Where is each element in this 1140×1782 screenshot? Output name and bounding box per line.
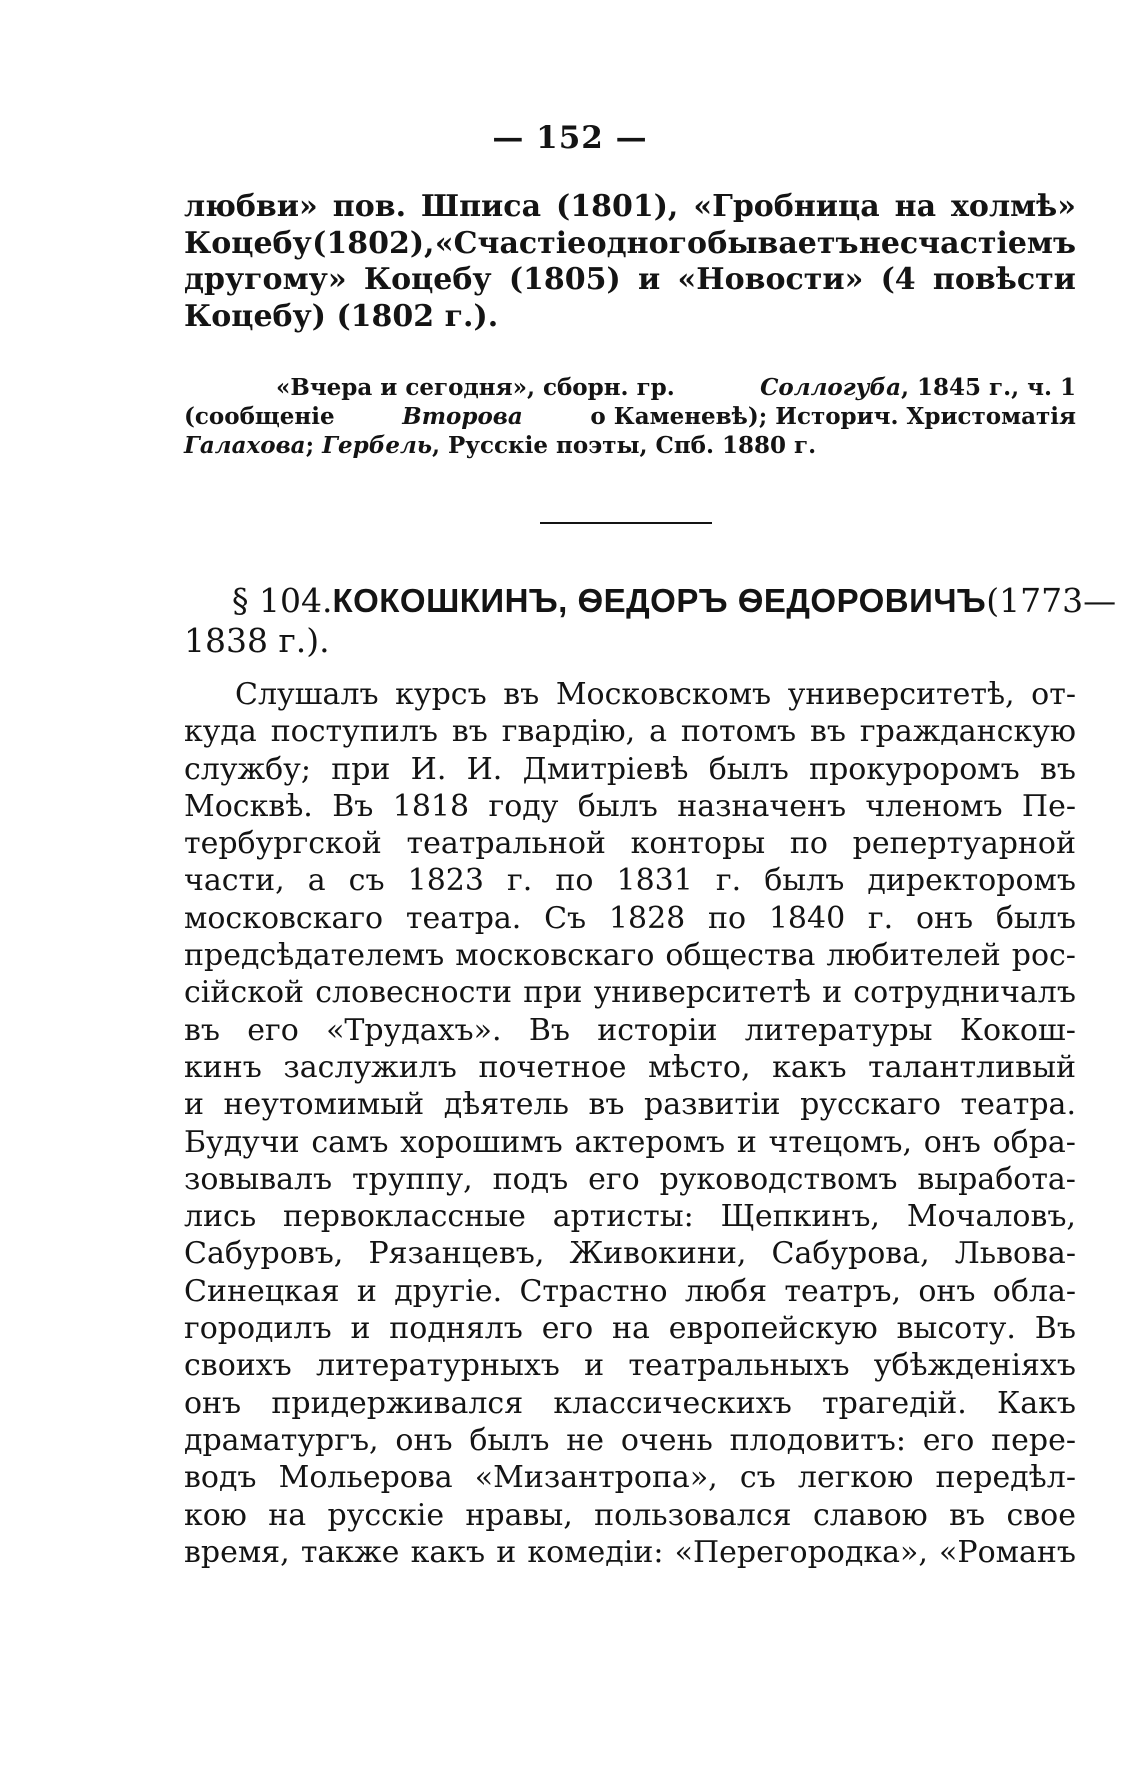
word: 1823 — [407, 863, 484, 899]
word: и — [736, 1124, 757, 1160]
bibliography-author-name: Соллогуба — [760, 374, 901, 401]
word: подъ — [492, 1161, 569, 1197]
text-line — [184, 862, 1076, 899]
text-line — [184, 1049, 1076, 1086]
word: обла- — [992, 1273, 1076, 1309]
word: почетное — [478, 1049, 627, 1085]
word: дѣятель — [443, 1087, 569, 1123]
word: съ — [739, 1460, 776, 1496]
word: литературныхъ — [316, 1348, 560, 1384]
word: выработа- — [917, 1161, 1076, 1197]
word: университетѣ — [593, 975, 811, 1011]
word: классическихъ — [553, 1385, 792, 1421]
word: славою — [812, 1497, 928, 1533]
text-line — [184, 189, 1076, 226]
word: его — [541, 1311, 594, 1347]
word: г.). — [444, 298, 499, 334]
word: русскаго — [800, 1087, 941, 1123]
word: Въ — [1034, 1311, 1076, 1347]
bibliography-text: «Вчера и сегодня», сборн. гр. — [276, 374, 675, 401]
word: Въ — [332, 788, 374, 824]
bibliography-author-name: Гербель — [322, 432, 432, 459]
word: его — [922, 1422, 975, 1458]
word: его — [247, 1012, 299, 1048]
word: его — [588, 1161, 640, 1197]
word: несчастіемъ — [858, 225, 1076, 261]
word: Съ — [544, 900, 587, 936]
word: и — [356, 1273, 377, 1309]
word: Въ — [528, 1012, 570, 1048]
word: Пе- — [1021, 788, 1076, 824]
bibliography-text: о Каменевѣ); Историч. Христоматія — [590, 403, 1076, 430]
bibliography-note — [184, 373, 1076, 460]
word: потомъ — [680, 714, 797, 750]
word: на — [894, 189, 937, 224]
word: нравы, — [465, 1497, 573, 1533]
word: Щепкинъ, — [720, 1199, 880, 1235]
text-line — [184, 825, 1076, 862]
bibliography-text: , 1845 г., ч. 1 — [900, 374, 1076, 401]
word: драматургъ, — [184, 1422, 379, 1458]
word: былъ — [764, 863, 845, 899]
word: театральной — [406, 826, 606, 862]
word: от- — [1031, 677, 1076, 712]
intro-paragraph — [184, 189, 1076, 335]
word: Сабуровъ, — [184, 1236, 344, 1272]
word: 1828 — [608, 900, 686, 936]
text-line — [184, 1273, 1076, 1310]
word: гражданскую — [859, 714, 1076, 750]
word: въ — [184, 1012, 220, 1048]
word: онъ — [918, 1273, 976, 1309]
word: и — [584, 1348, 605, 1384]
word: репертуарной — [852, 826, 1076, 862]
word: какъ — [772, 1049, 847, 1085]
text-line — [184, 1235, 1076, 1272]
word: 1840 — [768, 900, 846, 936]
word: и — [350, 1311, 371, 1347]
word: а — [649, 714, 667, 750]
word: заслужилъ — [283, 1049, 457, 1085]
word: онъ — [395, 1422, 453, 1458]
word: «Романъ — [939, 1534, 1076, 1570]
word: театра. — [405, 900, 522, 936]
word: московскаго — [184, 900, 384, 936]
word: передѣл- — [935, 1460, 1076, 1496]
word: трагедій. — [822, 1385, 967, 1421]
word: (1802), — [312, 225, 435, 261]
word: другіе. — [394, 1273, 503, 1309]
word: руководствомъ — [659, 1161, 898, 1197]
word: очень — [620, 1422, 713, 1458]
word: 1818 — [392, 788, 470, 824]
word: актеромъ — [574, 1124, 726, 1160]
section-years: 1838 г.). — [184, 621, 330, 660]
word: части, — [184, 863, 285, 899]
word: чтецомъ, — [768, 1124, 913, 1160]
bibliography-text: , Русскіе поэты, Спб. 1880 г. — [432, 432, 817, 459]
text-line — [184, 1012, 1076, 1049]
word: мѣсто, — [648, 1049, 751, 1085]
word: году — [488, 788, 559, 824]
word: легкою — [797, 1460, 914, 1496]
word: былъ — [469, 1422, 550, 1458]
word: гвардію, — [501, 714, 636, 750]
word: Львова- — [954, 1236, 1076, 1272]
word: хорошимъ — [400, 1124, 563, 1160]
word: 1831 — [616, 863, 693, 899]
text-line — [184, 788, 1076, 825]
word: предсѣдателемъ — [184, 938, 445, 974]
word: время, — [184, 1534, 290, 1570]
word: (1802 — [336, 298, 435, 334]
text-line — [184, 1347, 1076, 1384]
word: куда — [184, 714, 257, 750]
text-line — [184, 1497, 1076, 1534]
word: былъ — [995, 900, 1076, 936]
text-line — [184, 1310, 1076, 1347]
word: комедіи: — [527, 1534, 664, 1570]
word: г. — [867, 900, 894, 936]
word: онъ — [915, 900, 974, 936]
text-line — [184, 900, 1076, 937]
word: зовывалъ — [184, 1161, 333, 1197]
word: Коцебу — [363, 262, 492, 297]
word: рос- — [1011, 938, 1076, 974]
word: Шписа — [421, 189, 542, 224]
bibliography-author-name: Галахова — [184, 432, 306, 459]
word: по — [708, 900, 747, 936]
word: Мольерова — [278, 1460, 453, 1496]
word: любви» — [184, 189, 318, 224]
word: Дмитріевѣ — [522, 751, 689, 787]
word: директоромъ — [867, 863, 1076, 899]
word: въ — [949, 1497, 986, 1533]
word: «Трудахъ». — [326, 1012, 502, 1048]
page-number: — 152 — — [492, 120, 648, 156]
word: Живокини, — [569, 1236, 747, 1272]
word: другому» — [184, 262, 347, 297]
bibliography-text: ; — [305, 432, 315, 459]
word: водъ — [184, 1460, 257, 1496]
word: бываетъ — [707, 225, 859, 261]
word: исторіи — [597, 1012, 718, 1048]
word: кинъ — [184, 1049, 262, 1085]
bibliography-line — [184, 402, 1076, 431]
word: Мочаловъ, — [906, 1199, 1076, 1235]
word: членомъ — [865, 788, 1003, 824]
word: кою — [184, 1497, 247, 1533]
word: артисты: — [552, 1199, 694, 1235]
word: И. — [410, 751, 447, 787]
text-line — [184, 1422, 1076, 1459]
bibliography-text: (сообщеніе — [184, 403, 335, 430]
word: прокуроромъ — [809, 751, 1020, 787]
word: И. — [466, 751, 503, 787]
text-line — [184, 1385, 1076, 1422]
word: въ — [503, 677, 540, 712]
section-divider — [540, 522, 712, 524]
word: службу; — [184, 751, 311, 787]
text-line — [184, 299, 1076, 336]
word: въ — [809, 714, 846, 750]
word: «Мизантропа», — [474, 1460, 718, 1496]
word: онъ — [184, 1385, 242, 1421]
word: (4 — [880, 262, 916, 297]
word: холмѣ» — [951, 189, 1076, 224]
word: также — [300, 1534, 400, 1570]
word: труппу, — [352, 1161, 473, 1197]
word: первоклассные — [283, 1199, 526, 1235]
word: не — [566, 1422, 605, 1458]
section-heading-line — [184, 581, 1117, 621]
word: и — [184, 1087, 204, 1123]
word: европейскую — [668, 1311, 878, 1347]
word: въ — [588, 1087, 625, 1123]
word: убѣжденіяхъ — [873, 1348, 1076, 1384]
word: пере- — [991, 1422, 1076, 1458]
text-line — [184, 1459, 1076, 1496]
word: Московскомъ — [555, 677, 772, 712]
word: высоту. — [896, 1311, 1016, 1347]
word: Сабурова, — [771, 1236, 930, 1272]
word: по — [789, 826, 828, 862]
word: по — [555, 863, 594, 899]
bibliography-line — [184, 373, 1076, 402]
word: былъ — [577, 788, 658, 824]
word: развитіи — [644, 1087, 781, 1123]
word: «Гробница — [693, 189, 880, 224]
word: поднялъ — [389, 1311, 523, 1347]
word: Москвѣ. — [184, 788, 313, 824]
word: самъ — [311, 1124, 389, 1160]
word: и — [822, 975, 843, 1011]
section-heading-line — [184, 621, 1076, 661]
word: конторы — [630, 826, 766, 862]
word: въ — [1039, 751, 1076, 787]
word: плодовитъ: — [729, 1422, 906, 1458]
word: свое — [1006, 1497, 1076, 1533]
word: и — [638, 262, 661, 297]
word: какъ — [410, 1534, 486, 1570]
word: университетѣ, — [787, 677, 1015, 712]
word: при — [331, 751, 391, 787]
bibliography-author — [760, 373, 1076, 402]
word: городилъ — [184, 1311, 332, 1347]
text-line — [184, 676, 1076, 713]
word: назначенъ — [677, 788, 847, 824]
word: театра. — [960, 1087, 1076, 1123]
word: а — [307, 863, 326, 899]
word: Страстно — [519, 1273, 668, 1309]
section-number: § 104. — [232, 581, 333, 620]
bibliography-line — [184, 431, 1076, 460]
word: обра- — [992, 1124, 1076, 1160]
text-line — [184, 751, 1076, 788]
word: любя — [684, 1273, 768, 1309]
word: съ — [348, 863, 385, 899]
word: Кокош- — [959, 1012, 1076, 1048]
word: поступилъ — [270, 714, 438, 750]
word: онъ — [923, 1124, 981, 1160]
section-name: КОКОШКИНЪ, ѲЕДОРЪ ѲЕДОРОВИЧЪ — [332, 582, 987, 619]
word: «Новости» — [677, 262, 864, 297]
word: повѣсти — [932, 262, 1076, 297]
word: на — [612, 1311, 650, 1347]
text-line — [184, 262, 1076, 299]
text-line — [184, 1161, 1076, 1198]
word: Будучи — [184, 1124, 300, 1160]
word: Коцебу — [184, 225, 312, 261]
text-line — [184, 226, 1076, 263]
bibliography-author — [322, 431, 816, 460]
word: сійской — [184, 975, 304, 1011]
word: своихъ — [184, 1348, 292, 1384]
word: сотрудничалъ — [853, 975, 1076, 1011]
word: «Счастіе — [434, 225, 587, 261]
text-line — [184, 974, 1076, 1011]
word: литературы — [744, 1012, 933, 1048]
word: пов. — [332, 189, 407, 224]
word: Коцебу) — [184, 298, 326, 334]
text-line — [184, 1534, 1076, 1571]
text-line — [184, 1198, 1076, 1235]
word: Какъ — [997, 1385, 1076, 1421]
word: Рязанцевъ, — [368, 1236, 545, 1272]
bibliography-author — [184, 431, 314, 460]
word: тербургской — [184, 826, 382, 862]
word: (1801), — [556, 189, 679, 224]
text-line — [184, 1086, 1076, 1123]
word: пользовался — [594, 1497, 792, 1533]
word: Синецкая — [184, 1273, 340, 1309]
word: неутомимый — [223, 1087, 425, 1123]
word: талантливый — [868, 1049, 1076, 1085]
word: одного — [586, 225, 708, 261]
word: курсъ — [395, 677, 487, 712]
bibliography-author-name: Второва — [402, 403, 523, 430]
text-line — [184, 1124, 1076, 1161]
text-line — [184, 713, 1076, 750]
word: въ — [451, 714, 488, 750]
text-line — [184, 937, 1076, 974]
word: г. — [715, 863, 742, 899]
body-paragraph — [184, 676, 1076, 1571]
word: и — [496, 1534, 517, 1570]
word: (1805) — [508, 262, 621, 297]
word: на — [268, 1497, 307, 1533]
word: Слушалъ — [235, 677, 379, 712]
word: любителей — [826, 938, 1001, 974]
section-heading — [184, 581, 1117, 661]
word: театръ, — [784, 1273, 902, 1309]
word: театральныхъ — [628, 1348, 850, 1384]
word: при — [523, 975, 583, 1011]
word: московскаго — [455, 938, 655, 974]
word: г. — [507, 863, 533, 899]
word: «Перегородка», — [674, 1534, 928, 1570]
word: словесности — [315, 975, 513, 1011]
word: русскіе — [327, 1497, 445, 1533]
word: общества — [665, 938, 816, 974]
section-years: (1773— — [986, 581, 1117, 620]
word: придерживался — [271, 1385, 524, 1421]
word: былъ — [708, 751, 789, 787]
word: лись — [184, 1199, 257, 1235]
